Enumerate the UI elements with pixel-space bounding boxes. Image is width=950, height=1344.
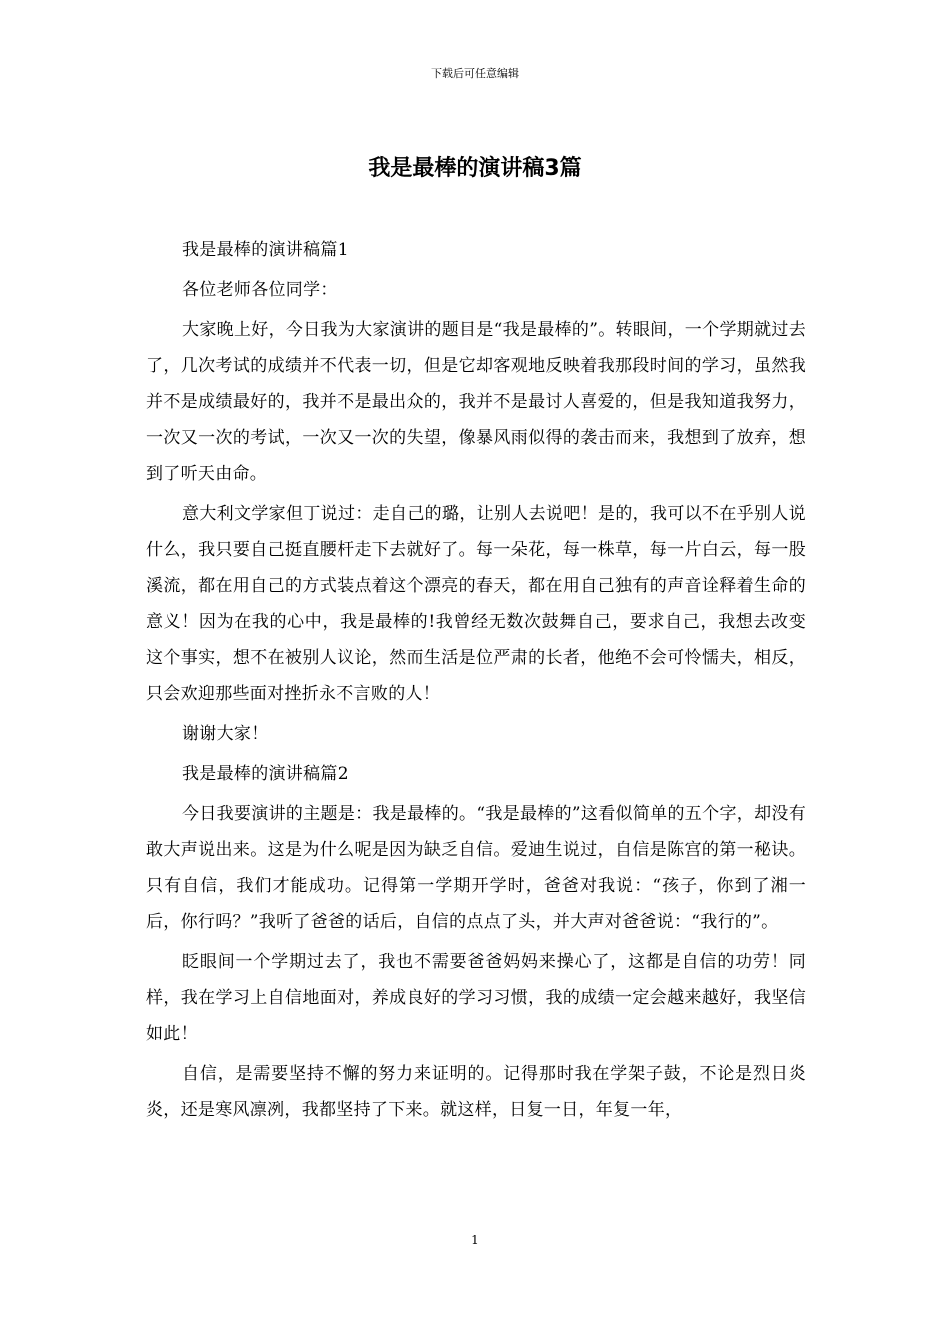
header-note: 下载后可任意编辑 bbox=[431, 67, 519, 80]
salutation: 各位老师各位同学： bbox=[182, 280, 338, 300]
document-body bbox=[146, 232, 806, 1132]
paragraph: 眨眼间一个学期过去了，我也不需要爸爸妈妈来操心了，这都是自信的功劳！同样，我在学习上自信地面对，养成良好的学习习惯，我的成绩一定会越来越好，我坚信如此！ bbox=[146, 952, 806, 1044]
paragraph: 今日我要演讲的主题是：我是最棒的。“我是最棒的”这看似简单的五个字，却没有敢大声说出来。这是为什么呢是因为缺乏自信。爱迪生说过，自信是陈宫的第一秘诀。只有自信，我们才能成功。记得第一学期开学时，爸爸对我说：“孩子，你到了湘一后，你行吗？”我听了爸爸的话后，自信的点点了头，并大声对爸爸说：“我行的”。 bbox=[146, 804, 806, 932]
closing-line: 谢谢大家！ bbox=[182, 724, 269, 744]
paragraph: 意大利文学家但丁说过：走自己的璐，让别人去说吧！是的，我可以不在乎别人说什么，我只要自己挺直腰杆走下去就好了。每一朵花，每一株草，每一片白云，每一股溪流，都在用自己的方式装点着这个漂亮的春天，都在用自己独有的声音诠释着生命的意义！因为在我的心中，我是最棒的!我曾经无数次鼓舞自己，要求自己，我想去改变这个事实，想不在被别人议论，然而生活是位严肃的长者，他绝不会可怜懦夫，相反，只会欢迎那些面对挫折永不言败的人！ bbox=[146, 504, 806, 704]
section-heading-1: 我是最棒的演讲稿篇1 bbox=[182, 240, 349, 260]
section-heading-2: 我是最棒的演讲稿篇2 bbox=[182, 764, 349, 784]
document-title: 我是最棒的演讲稿3篇 bbox=[368, 156, 582, 181]
paragraph: 大家晚上好，今日我为大家演讲的题目是“我是最棒的”。转眼间，一个学期就过去了，几次考试的成绩并不代表一切，但是它却客观地反映着我那段时间的学习，虽然我并不是成绩最好的，我并不是最出众的，我并不是最讨人喜爱的，但是我知道我努力，一次又一次的考试，一次又一次的失望，像暴风雨似得的袭击而来，我想到了放弃，想到了听天由命。 bbox=[146, 320, 806, 484]
paragraph: 自信，是需要坚持不懈的努力来证明的。记得那时我在学架子鼓，不论是烈日炎炎，还是寒风凛冽，我都坚持了下来。就这样，日复一日，年复一年， bbox=[146, 1064, 806, 1120]
page-number: 1 bbox=[471, 1233, 479, 1247]
